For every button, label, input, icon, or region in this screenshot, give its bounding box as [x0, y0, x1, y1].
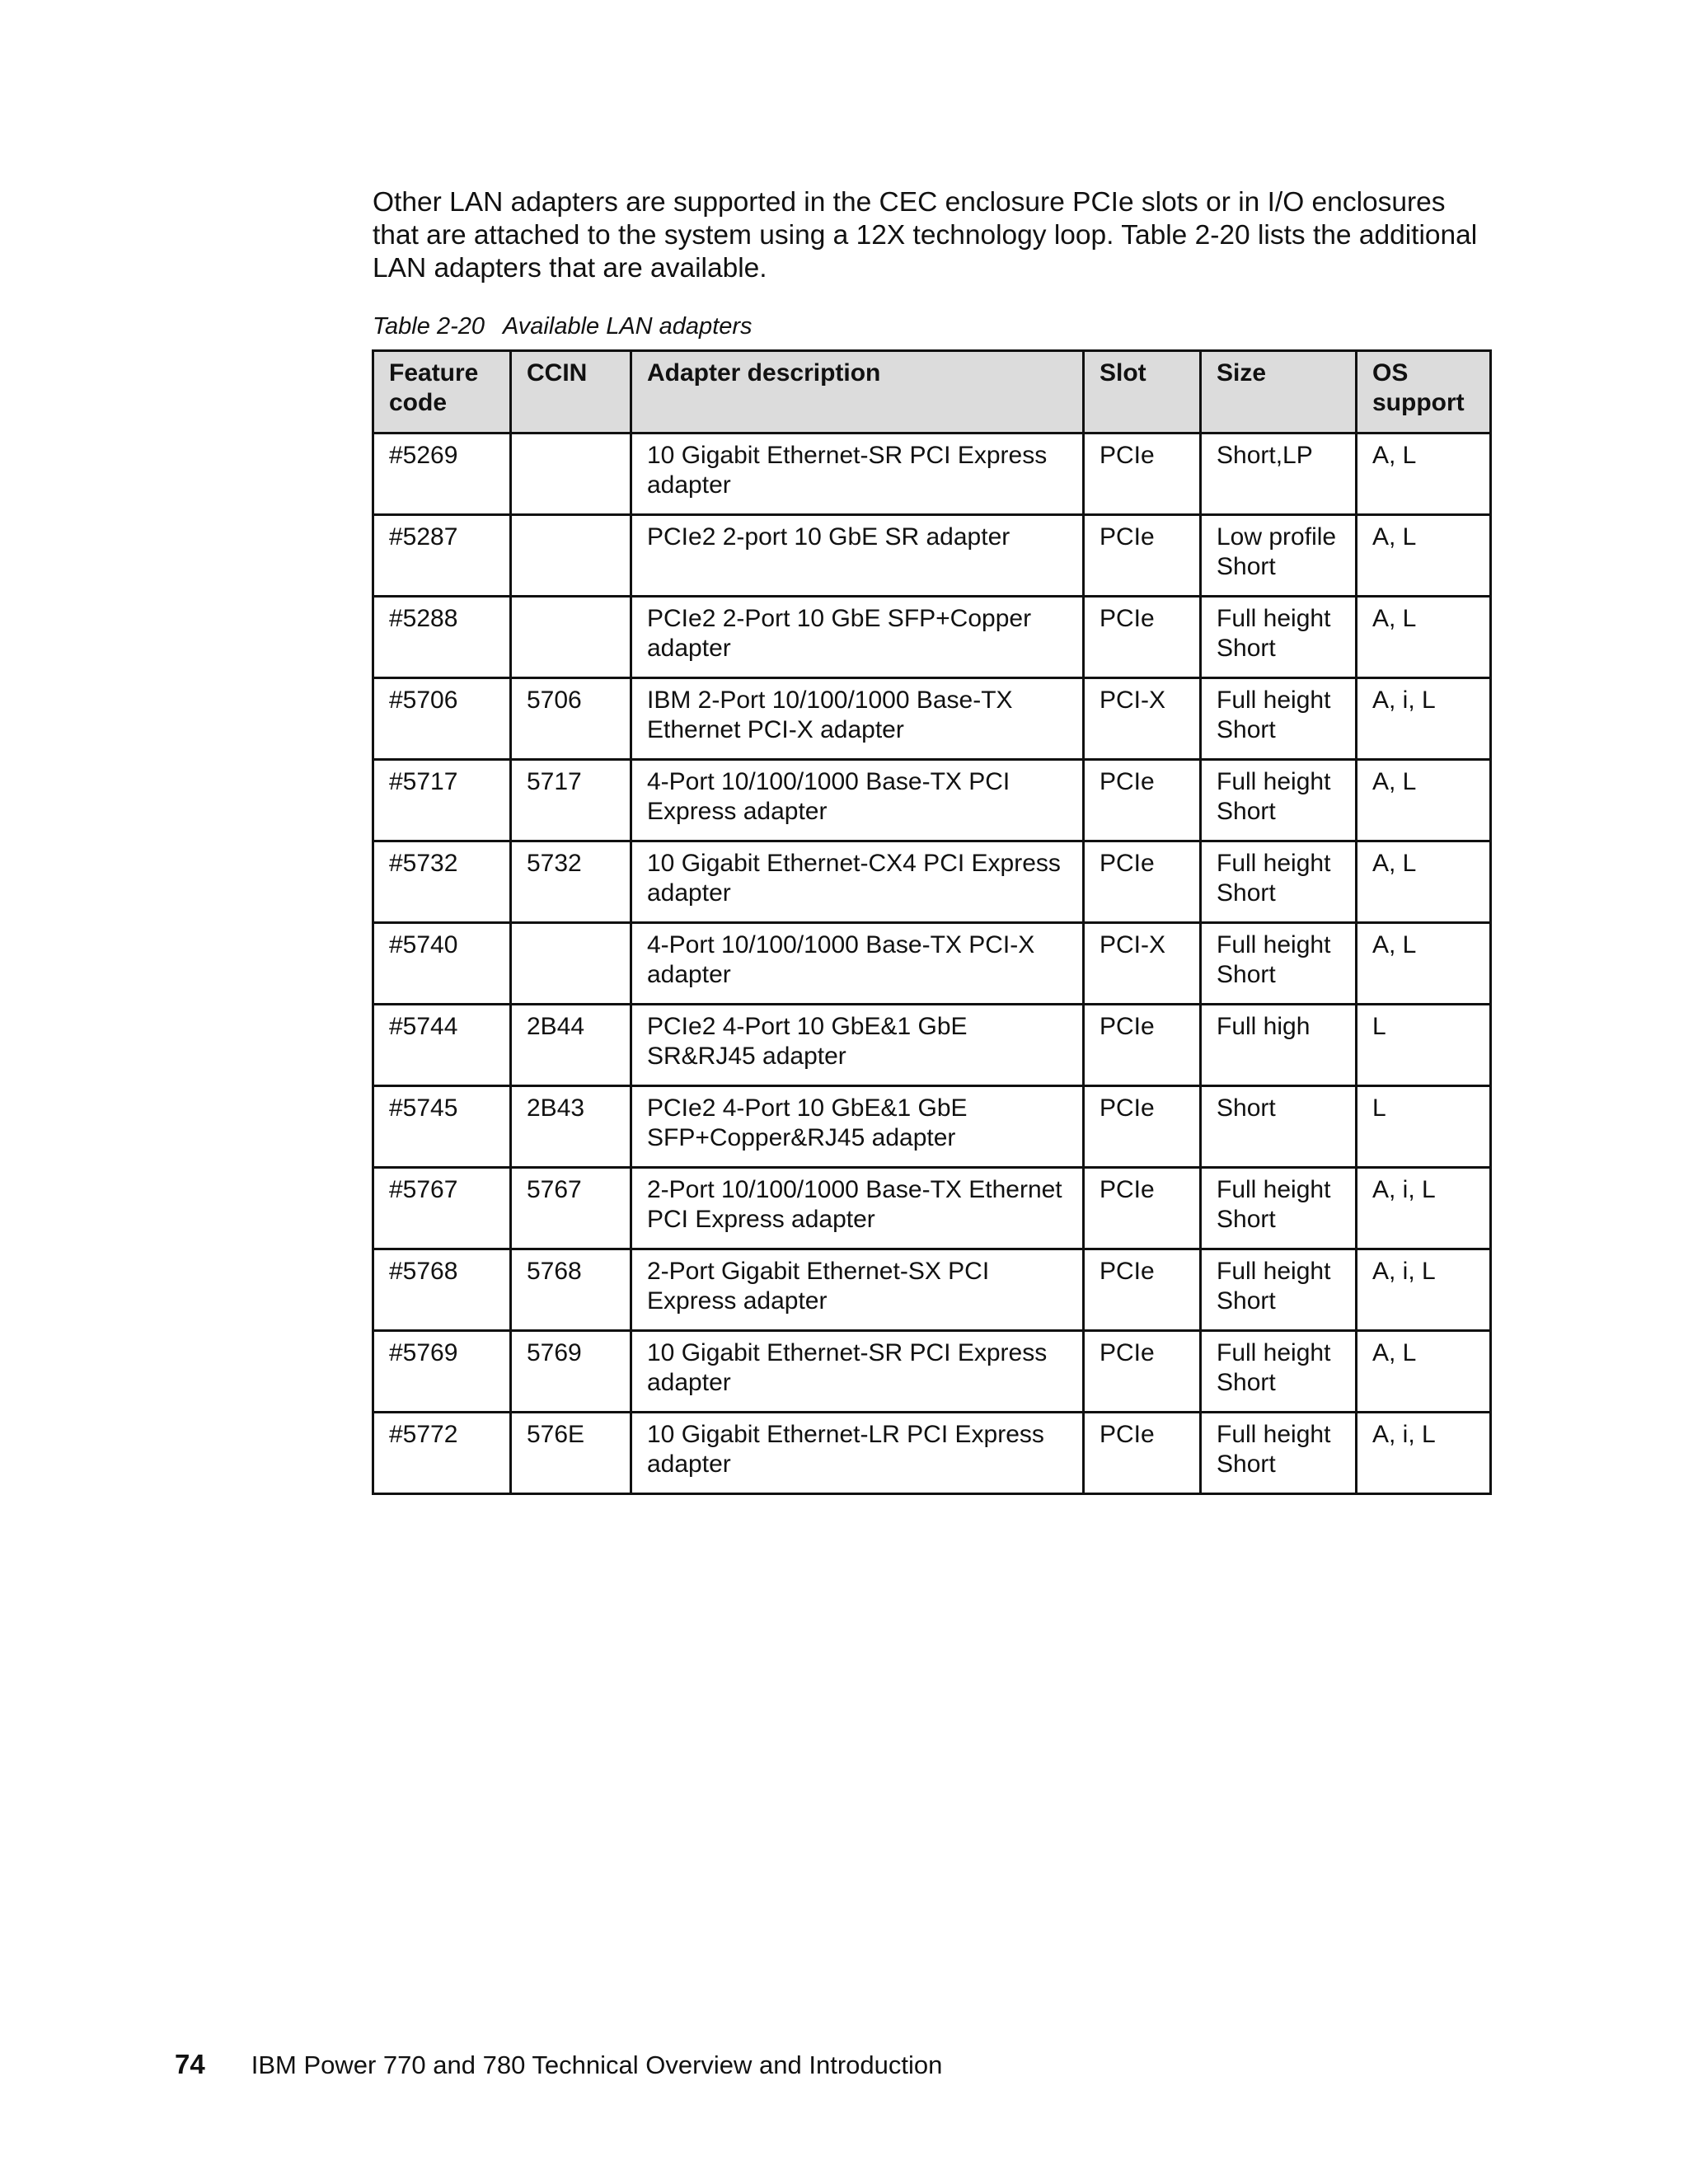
cell-adapter-description	[631, 760, 1084, 841]
cell-adapter-description-line: Express adapter	[647, 798, 828, 825]
cell-os-support: A, L	[1357, 841, 1491, 923]
cell-size-line: Full height	[1217, 1339, 1331, 1366]
cell-size	[1201, 1005, 1357, 1086]
cell-adapter-description-line: adapter	[647, 961, 731, 988]
cell-size-line: Short	[1217, 1094, 1276, 1122]
cell-ccin: 5717	[511, 760, 631, 841]
cell-os-support: A, L	[1357, 597, 1491, 678]
cell-os-support: A, L	[1357, 760, 1491, 841]
cell-adapter-description-line: 2-Port 10/100/1000 Base-TX Ethernet	[647, 1176, 1062, 1203]
cell-size-line: Short	[1217, 798, 1276, 825]
table-row	[373, 923, 1491, 1005]
cell-size	[1201, 1168, 1357, 1249]
cell-os-support: A, i, L	[1357, 1168, 1491, 1249]
cell-os-support: A, i, L	[1357, 678, 1491, 760]
cell-os-support: A, i, L	[1357, 1413, 1491, 1494]
table-row	[373, 1086, 1491, 1168]
cell-adapter-description-line: adapter	[647, 1451, 731, 1478]
header-size: Size	[1201, 351, 1357, 434]
cell-feature-code: #5706	[373, 678, 511, 760]
table-row	[373, 1005, 1491, 1086]
cell-ccin: 576E	[511, 1413, 631, 1494]
table-row	[373, 1249, 1491, 1331]
cell-os-support: A, L	[1357, 1331, 1491, 1413]
cell-size	[1201, 515, 1357, 597]
cell-adapter-description-line: adapter	[647, 471, 731, 499]
cell-feature-code: #5744	[373, 1005, 511, 1086]
cell-slot: PCIe	[1084, 434, 1201, 515]
lan-adapters-table	[372, 349, 1492, 1495]
cell-feature-code: #5288	[373, 597, 511, 678]
cell-adapter-description	[631, 1249, 1084, 1331]
cell-size	[1201, 1249, 1357, 1331]
table-row	[373, 1331, 1491, 1413]
cell-size	[1201, 841, 1357, 923]
cell-size	[1201, 760, 1357, 841]
table-caption-number: Table 2-20	[373, 313, 485, 340]
cell-size-line: Short	[1217, 1287, 1276, 1315]
cell-size-line: Full height	[1217, 1258, 1331, 1285]
cell-adapter-description-line: IBM 2-Port 10/100/1000 Base-TX	[647, 687, 1013, 714]
cell-size-line: Full height	[1217, 605, 1331, 632]
cell-feature-code: #5287	[373, 515, 511, 597]
cell-size-line: Full height	[1217, 850, 1331, 877]
cell-size-line: Full height	[1217, 687, 1331, 714]
cell-feature-code: #5772	[373, 1413, 511, 1494]
cell-feature-code: #5769	[373, 1331, 511, 1413]
cell-size	[1201, 1331, 1357, 1413]
cell-os-support: L	[1357, 1005, 1491, 1086]
cell-size-line: Short	[1217, 1369, 1276, 1396]
cell-ccin	[511, 597, 631, 678]
cell-slot: PCIe	[1084, 760, 1201, 841]
page-number: 74	[175, 2049, 205, 2079]
header-slot: Slot	[1084, 351, 1201, 434]
cell-ccin: 5706	[511, 678, 631, 760]
header-ccin: CCIN	[511, 351, 631, 434]
table-row	[373, 760, 1491, 841]
cell-feature-code: #5269	[373, 434, 511, 515]
cell-adapter-description	[631, 1168, 1084, 1249]
cell-adapter-description-line: 2-Port Gigabit Ethernet-SX PCI	[647, 1258, 990, 1285]
cell-adapter-description	[631, 678, 1084, 760]
cell-size	[1201, 923, 1357, 1005]
cell-size-line: Short	[1217, 716, 1276, 743]
table-row	[373, 515, 1491, 597]
cell-ccin: 2B43	[511, 1086, 631, 1168]
cell-os-support: A, L	[1357, 515, 1491, 597]
cell-adapter-description	[631, 1413, 1084, 1494]
cell-adapter-description	[631, 597, 1084, 678]
book-title: IBM Power 770 and 780 Technical Overview and Introduction	[251, 2050, 943, 2079]
cell-adapter-description-line: adapter	[647, 879, 731, 907]
cell-adapter-description-line: 10 Gigabit Ethernet-LR PCI Express	[647, 1421, 1044, 1448]
cell-size-line: Full height	[1217, 931, 1331, 958]
cell-feature-code: #5732	[373, 841, 511, 923]
table-caption	[373, 313, 753, 340]
cell-os-support: L	[1357, 1086, 1491, 1168]
cell-size	[1201, 597, 1357, 678]
cell-adapter-description	[631, 1331, 1084, 1413]
cell-slot: PCIe	[1084, 1086, 1201, 1168]
cell-ccin: 5767	[511, 1168, 631, 1249]
cell-adapter-description-line: Express adapter	[647, 1287, 828, 1315]
intro-paragraph: Other LAN adapters are supported in the CEC enclosure PCIe slots or in I/O enclosures that are attached to the system using a 12X technology loop. Table 2-20 lists the additional LAN adapters that are available.	[373, 187, 1478, 284]
cell-slot: PCIe	[1084, 515, 1201, 597]
cell-slot: PCIe	[1084, 1331, 1201, 1413]
cell-adapter-description-line: 10 Gigabit Ethernet-CX4 PCI Express	[647, 850, 1061, 877]
cell-size-line: Short	[1217, 635, 1276, 662]
cell-feature-code: #5767	[373, 1168, 511, 1249]
cell-slot: PCIe	[1084, 1168, 1201, 1249]
cell-size	[1201, 1086, 1357, 1168]
cell-adapter-description	[631, 841, 1084, 923]
cell-size-line: Short,LP	[1217, 442, 1313, 469]
cell-adapter-description	[631, 1005, 1084, 1086]
cell-size	[1201, 434, 1357, 515]
cell-adapter-description	[631, 434, 1084, 515]
cell-ccin: 5732	[511, 841, 631, 923]
cell-adapter-description	[631, 923, 1084, 1005]
cell-size-line: Low profile	[1217, 523, 1337, 551]
cell-size-line: Full height	[1217, 768, 1331, 795]
table-row	[373, 1168, 1491, 1249]
cell-ccin: 5768	[511, 1249, 631, 1331]
cell-adapter-description-line: adapter	[647, 635, 731, 662]
cell-slot: PCIe	[1084, 1413, 1201, 1494]
cell-slot: PCIe	[1084, 1249, 1201, 1331]
cell-slot: PCIe	[1084, 841, 1201, 923]
table-body	[373, 434, 1491, 1494]
cell-slot: PCIe	[1084, 1005, 1201, 1086]
cell-adapter-description-line: 10 Gigabit Ethernet-SR PCI Express	[647, 442, 1048, 469]
cell-adapter-description-line: Ethernet PCI-X adapter	[647, 716, 904, 743]
cell-adapter-description-line: SFP+Copper&RJ45 adapter	[647, 1124, 956, 1151]
cell-adapter-description-line: SR&RJ45 adapter	[647, 1043, 846, 1070]
cell-size	[1201, 1413, 1357, 1494]
cell-ccin	[511, 923, 631, 1005]
cell-adapter-description-line: 4-Port 10/100/1000 Base-TX PCI	[647, 768, 1010, 795]
cell-os-support: A, L	[1357, 923, 1491, 1005]
cell-adapter-description-line: PCIe2 2-Port 10 GbE SFP+Copper	[647, 605, 1032, 632]
cell-slot: PCI-X	[1084, 678, 1201, 760]
cell-size-line: Short	[1217, 1451, 1276, 1478]
cell-adapter-description-line: PCIe2 4-Port 10 GbE&1 GbE	[647, 1013, 968, 1040]
table-row	[373, 678, 1491, 760]
cell-size-line: Short	[1217, 553, 1276, 580]
table-row	[373, 597, 1491, 678]
table-header-row	[373, 351, 1491, 434]
cell-feature-code: #5745	[373, 1086, 511, 1168]
page-footer	[175, 2049, 942, 2080]
cell-size-line: Short	[1217, 879, 1276, 907]
cell-adapter-description	[631, 515, 1084, 597]
cell-feature-code: #5740	[373, 923, 511, 1005]
cell-adapter-description-line: PCIe2 2-port 10 GbE SR adapter	[647, 523, 1010, 551]
header-adapter-description: Adapter description	[631, 351, 1084, 434]
cell-adapter-description-line: 10 Gigabit Ethernet-SR PCI Express	[647, 1339, 1048, 1366]
table-row	[373, 1413, 1491, 1494]
table-row	[373, 434, 1491, 515]
cell-slot: PCI-X	[1084, 923, 1201, 1005]
cell-size-line: Short	[1217, 961, 1276, 988]
table-caption-title: Available LAN adapters	[502, 313, 753, 340]
cell-size-line: Full height	[1217, 1421, 1331, 1448]
cell-adapter-description-line: PCIe2 4-Port 10 GbE&1 GbE	[647, 1094, 968, 1122]
cell-os-support: A, i, L	[1357, 1249, 1491, 1331]
cell-feature-code: #5717	[373, 760, 511, 841]
cell-ccin: 2B44	[511, 1005, 631, 1086]
table-row	[373, 841, 1491, 923]
cell-size	[1201, 678, 1357, 760]
cell-adapter-description	[631, 1086, 1084, 1168]
cell-os-support: A, L	[1357, 434, 1491, 515]
header-os-support: OS support	[1357, 351, 1491, 434]
header-feature-code: Feature code	[373, 351, 511, 434]
cell-slot: PCIe	[1084, 597, 1201, 678]
cell-adapter-description-line: adapter	[647, 1369, 731, 1396]
cell-size-line: Full high	[1217, 1013, 1311, 1040]
cell-size-line: Full height	[1217, 1176, 1331, 1203]
cell-ccin: 5769	[511, 1331, 631, 1413]
cell-feature-code: #5768	[373, 1249, 511, 1331]
cell-adapter-description-line: PCI Express adapter	[647, 1206, 875, 1233]
cell-ccin	[511, 434, 631, 515]
cell-adapter-description-line: 4-Port 10/100/1000 Base-TX PCI-X	[647, 931, 1035, 958]
cell-size-line: Short	[1217, 1206, 1276, 1233]
cell-ccin	[511, 515, 631, 597]
